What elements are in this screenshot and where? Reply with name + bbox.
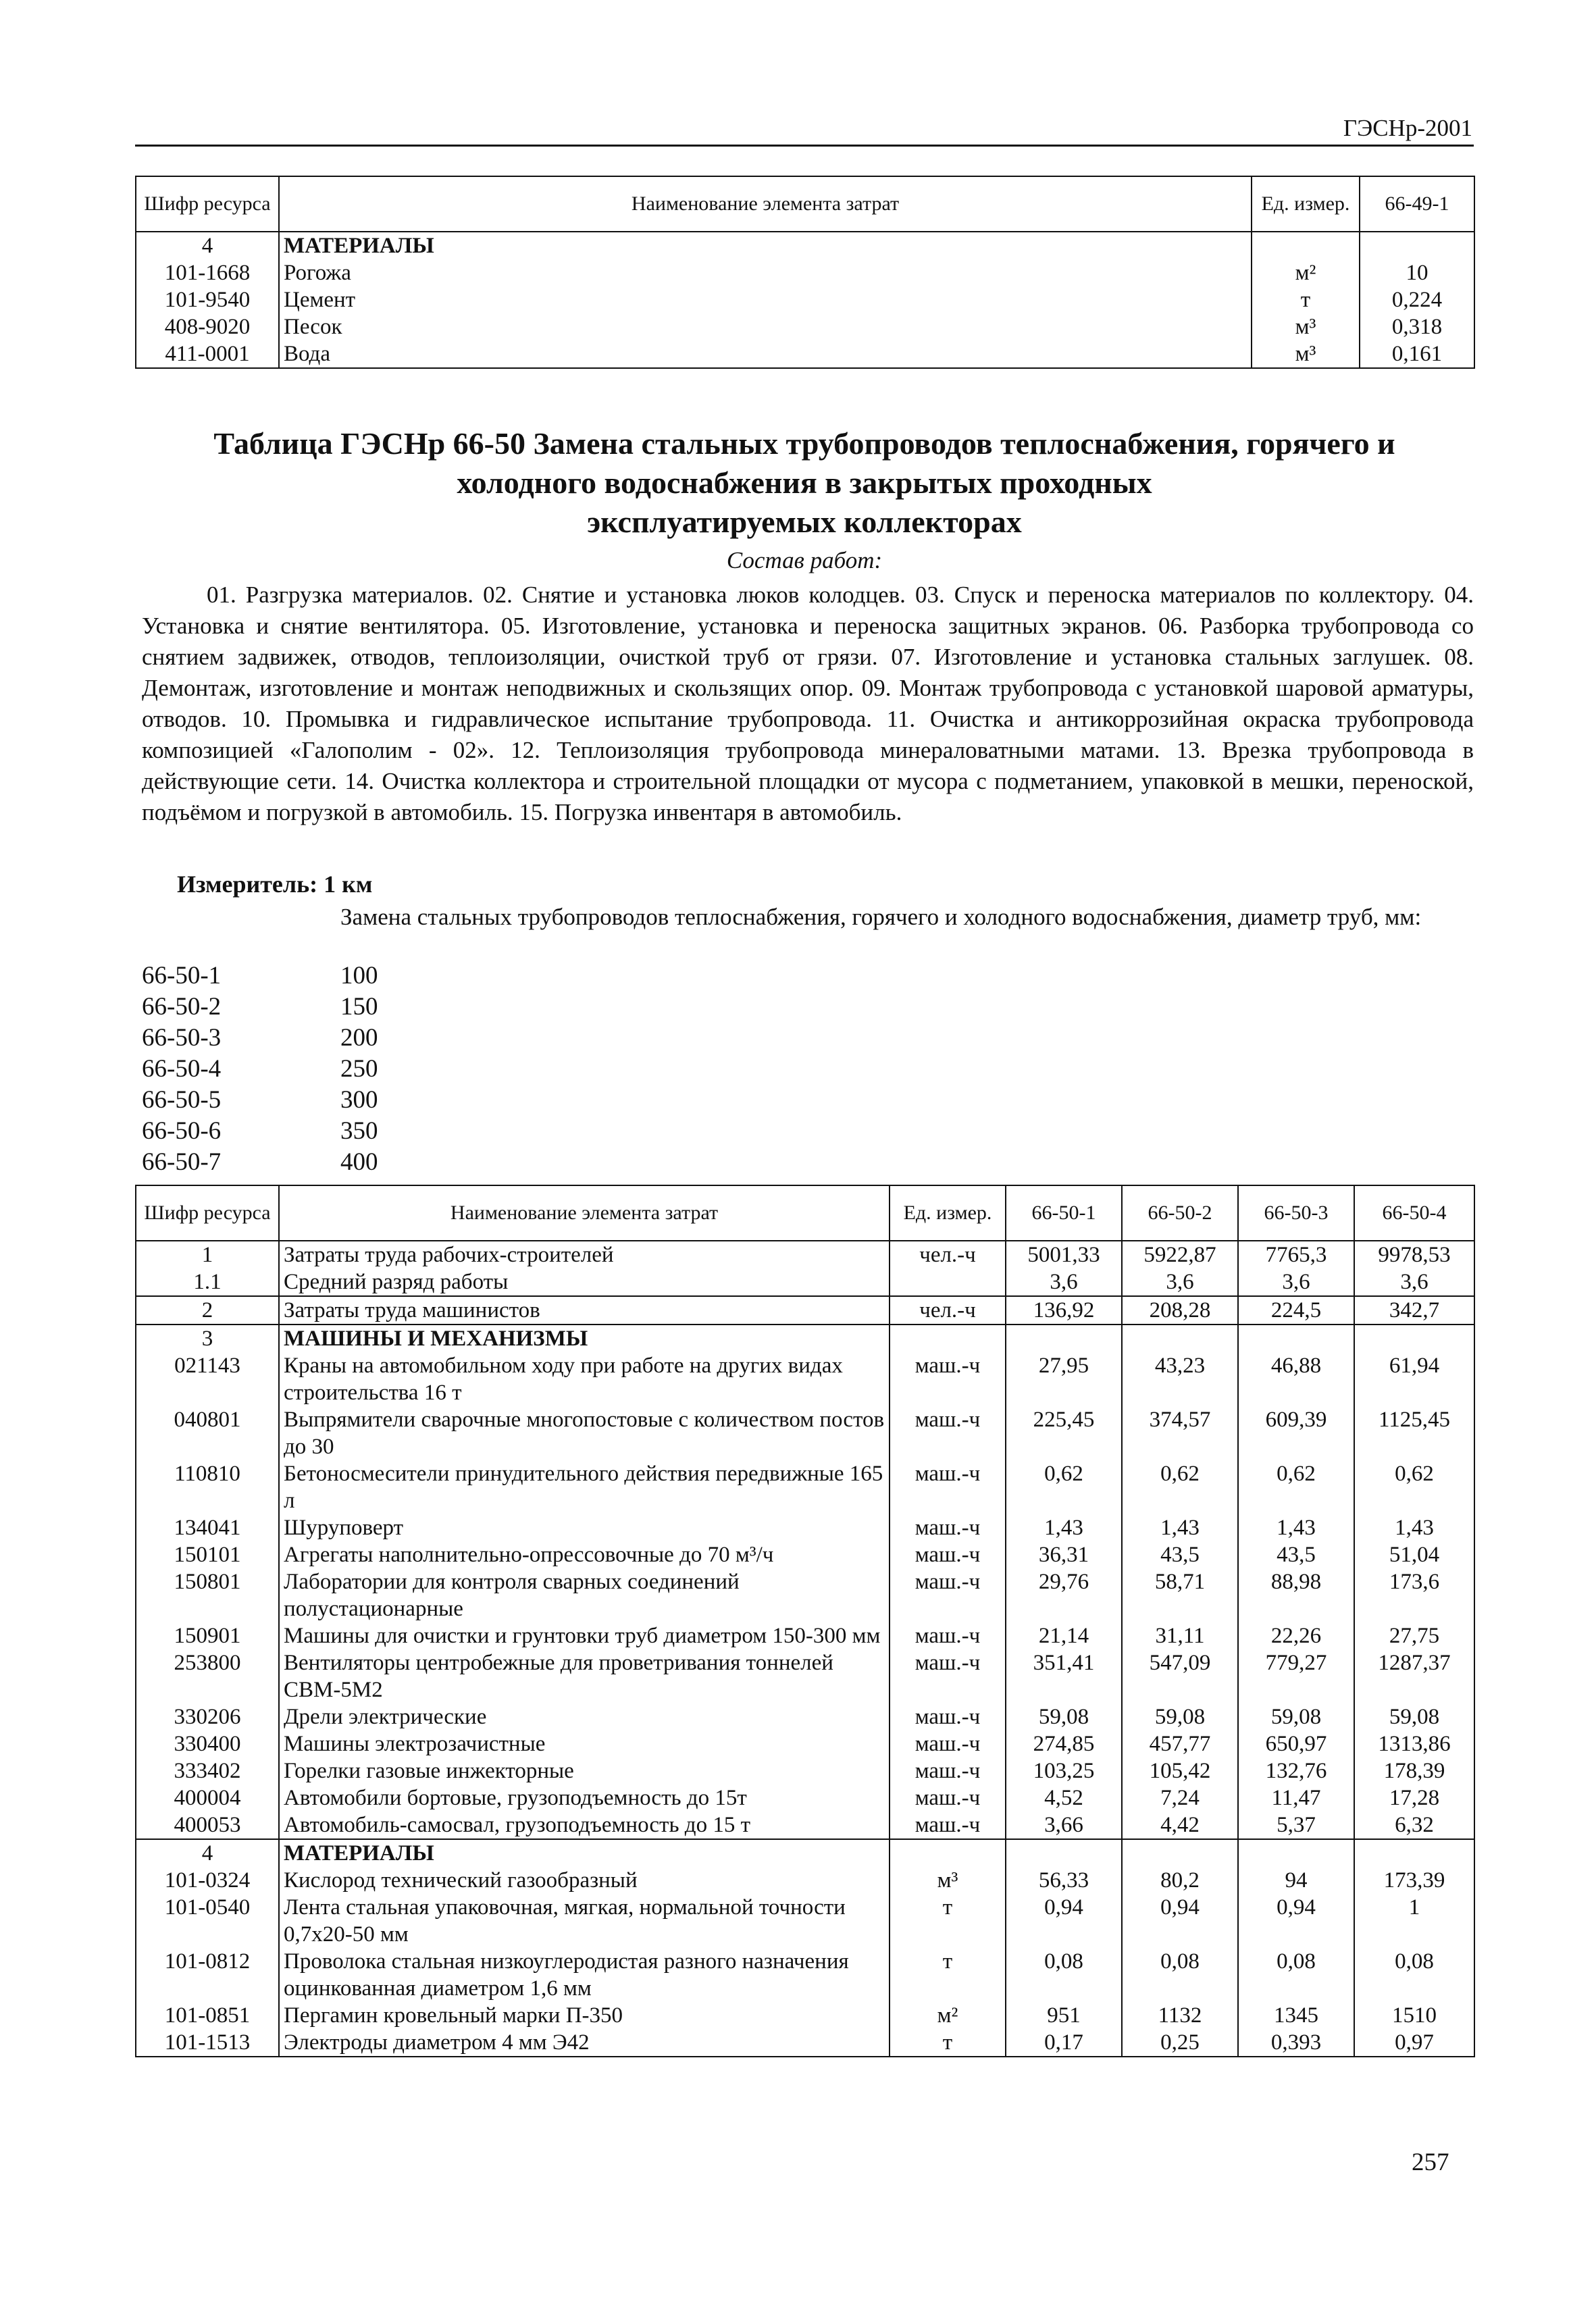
resource-name-text: Выпрямители сварочные многопостовые с количеством постов до 30 [284, 1408, 885, 1459]
value: 5,37 [1238, 1811, 1354, 1839]
resource-name-text: МАТЕРИАЛЫ [284, 1841, 434, 1866]
unit: т [1252, 286, 1360, 313]
code-entry [142, 1023, 378, 1054]
column-header: Наименование элемента затрат [279, 176, 1252, 232]
header-divider [135, 145, 1474, 147]
resource-name [279, 1839, 890, 1867]
value: 208,28 [1122, 1296, 1238, 1325]
value: 224,5 [1238, 1296, 1354, 1325]
resource-code: 400004 [174, 1786, 241, 1810]
unit: т [890, 1894, 1006, 1948]
table-row [136, 259, 1474, 286]
resource-name [279, 1757, 890, 1784]
table-header-row [136, 1185, 1474, 1241]
value: 0,62 [1354, 1460, 1474, 1514]
value: 58,71 [1122, 1568, 1238, 1622]
value: 0,08 [1122, 1948, 1238, 2002]
resource-name [279, 1406, 890, 1460]
column-header: Наименование элемента затрат [279, 1185, 890, 1241]
value: 1287,37 [1354, 1649, 1474, 1703]
resource-name-text: Кислород технический газообразный [284, 1868, 638, 1893]
value: 374,57 [1122, 1406, 1238, 1460]
resource-name-text: Бетоносмесители принудительного действия передвижные 165 л [284, 1462, 883, 1513]
table-row [136, 1352, 1474, 1406]
value: 3,6 [1122, 1268, 1238, 1296]
value: 1125,45 [1354, 1406, 1474, 1460]
value: 27,75 [1354, 1622, 1474, 1649]
unit: м³ [1252, 340, 1360, 368]
unit: м² [890, 2002, 1006, 2029]
resource-code: 4 [136, 1839, 279, 1867]
resource-code: 2 [136, 1296, 279, 1325]
resource-name [279, 1241, 890, 1268]
value: 951 [1006, 2002, 1122, 2029]
unit: т [890, 1948, 1006, 2002]
norm-code: 66-50-2 [142, 993, 222, 1021]
resource-name [279, 1649, 890, 1703]
resource-name [279, 340, 1252, 368]
resource-name-text: Песок [284, 315, 342, 339]
resource-name [279, 2029, 890, 2057]
value: 173,6 [1354, 1568, 1474, 1622]
resource-name-text: Проволока стальная низкоуглеродистая разного назначения оцинкованная диаметром 1,6 мм [284, 1949, 849, 2001]
value: 27,95 [1006, 1352, 1122, 1406]
table-row [136, 1406, 1474, 1460]
resource-code: 330400 [174, 1732, 241, 1756]
table-row [136, 286, 1474, 313]
table-row [136, 1894, 1474, 1948]
norm-code: 66-50-6 [142, 1117, 222, 1145]
unit [890, 1268, 1006, 1296]
resource-name [279, 1352, 890, 1406]
resource-name-text: МАТЕРИАЛЫ [284, 234, 434, 258]
resource-code: 253800 [174, 1651, 241, 1675]
resource-code: 101-9540 [164, 288, 251, 312]
table-row [136, 340, 1474, 368]
value: 7765,3 [1238, 1241, 1354, 1268]
unit [890, 1325, 1006, 1352]
value: 4,52 [1006, 1784, 1122, 1811]
table-row [136, 1541, 1474, 1568]
value: 1,43 [1122, 1514, 1238, 1541]
pipe-diameter: 350 [340, 1117, 378, 1145]
value [1006, 1325, 1122, 1352]
resource-name-text: Горелки газовые инжекторные [284, 1759, 574, 1783]
code-entry [142, 1054, 378, 1085]
title-line: холодного водоснабжения в закрытых проходных [457, 465, 1152, 500]
unit: чел.-ч [890, 1241, 1006, 1268]
document-code: ГЭСНр-2001 [1343, 115, 1472, 141]
resource-name [279, 1568, 890, 1622]
value: 80,2 [1122, 1867, 1238, 1894]
value: 1 [1354, 1894, 1474, 1948]
value: 650,97 [1238, 1730, 1354, 1757]
resource-name-text: Лента стальная упаковочная, мягкая, нормальной точности 0,7х20-50 мм [284, 1895, 846, 1947]
value: 59,08 [1238, 1703, 1354, 1730]
resource-code: 150101 [174, 1543, 241, 1567]
column-header: Шифр ресурса [136, 176, 279, 232]
resource-code: 333402 [174, 1759, 241, 1783]
value: 10 [1360, 259, 1474, 286]
resource-code: 101-0540 [164, 1895, 251, 1920]
pipe-diameter: 300 [340, 1086, 378, 1114]
table-title [135, 424, 1474, 542]
value: 94 [1238, 1867, 1354, 1894]
unit: маш.-ч [890, 1703, 1006, 1730]
value: 103,25 [1006, 1757, 1122, 1784]
resource-code: 4 [201, 234, 213, 258]
resource-name [279, 1514, 890, 1541]
table-row [136, 1296, 1474, 1325]
resource-code: 1 [201, 1243, 213, 1267]
composition-label: Состав работ: [726, 547, 883, 573]
value: 6,32 [1354, 1811, 1474, 1839]
resource-code: 400053 [174, 1813, 241, 1837]
table-row [136, 2002, 1474, 2029]
column-header: Шифр ресурса [136, 1185, 279, 1241]
value: 0,393 [1238, 2029, 1354, 2057]
resource-name [279, 232, 1252, 259]
resource-name [279, 1894, 890, 1948]
pipe-diameter: 200 [340, 1024, 378, 1052]
value: 225,45 [1006, 1406, 1122, 1460]
column-header: Ед. измер. [890, 1185, 1006, 1241]
unit: маш.-ч [890, 1460, 1006, 1514]
value: 0,97 [1354, 2029, 1474, 2057]
column-header: 66-50-3 [1238, 1185, 1354, 1241]
resource-name-text: Рогожа [284, 261, 351, 285]
pipe-diameter: 250 [340, 1055, 378, 1083]
value: 59,08 [1122, 1703, 1238, 1730]
resource-name-text: Агрегаты наполнительно-опрессовочные до 70 м³/ч [284, 1543, 774, 1567]
unit: маш.-ч [890, 1406, 1006, 1460]
table-row [136, 1867, 1474, 1894]
table-row [136, 2029, 1474, 2057]
table-row [136, 1649, 1474, 1703]
value: 7,24 [1122, 1784, 1238, 1811]
value: 1510 [1354, 2002, 1474, 2029]
value: 31,11 [1122, 1622, 1238, 1649]
unit: м³ [1252, 313, 1360, 340]
resource-code: 3 [136, 1325, 279, 1352]
resource-name-text: Затраты труда рабочих-строителей [284, 1243, 614, 1267]
value: 1132 [1122, 2002, 1238, 2029]
code-entry [142, 1116, 378, 1147]
value: 1,43 [1354, 1514, 1474, 1541]
value: 61,94 [1354, 1352, 1474, 1406]
unit: маш.-ч [890, 1541, 1006, 1568]
resource-name-text: Лаборатории для контроля сварных соединений полустационарные [284, 1570, 740, 1621]
norm-code: 66-50-4 [142, 1055, 222, 1083]
resource-name-text: Краны на автомобильном ходу при работе на других видах строительства 16 т [284, 1354, 843, 1405]
unit: маш.-ч [890, 1811, 1006, 1839]
unit: чел.-ч [890, 1296, 1006, 1325]
unit: маш.-ч [890, 1622, 1006, 1649]
value: 1345 [1238, 2002, 1354, 2029]
resource-name [279, 1867, 890, 1894]
value: 22,26 [1238, 1622, 1354, 1649]
table-row [136, 1460, 1474, 1514]
resource-table-66-49-1 [135, 176, 1475, 369]
value: 1,43 [1238, 1514, 1354, 1541]
value: 51,04 [1354, 1541, 1474, 1568]
table-row [136, 1241, 1474, 1268]
works-description: 01. Разгрузка материалов. 02. Снятие и установка люков колодцев. 03. Спуск и переноска материалов по коллектору. 04. Установка и снятие вентилятора. 05. Изготовление, установка и переноска защитных экранов. 06. Разборка трубопровода со снятием задвижек, отводов, теплоизоляции, очисткой труб от грязи. 07. Изготовление и установка стальных заглушек. 08. Демонтаж, изготовление и монтаж неподвижных и скользящих опор. 09. Монтаж трубопровода с установкой шаровой арматуры, отводов. 10. Промывка и гидравлическое испытание трубопровода. 11. Очистка и антикоррозийная окраска трубопровода композицией «Галополим - 02». 12. Теплоизоляция трубопровода минераловатными матами. 13. Врезка трубопровода в действующие сети. 14. Очистка коллектора и строительной площадки от мусора с подметанием, упаковкой в мешки, переноской, подъёмом и погрузкой в автомобиль. 15. Погрузка инвентаря в автомобиль. [142, 582, 1474, 825]
table-row [136, 1268, 1474, 1296]
value: 0,318 [1360, 313, 1474, 340]
value: 457,77 [1122, 1730, 1238, 1757]
table-row [136, 1703, 1474, 1730]
title-line: Таблица ГЭСНр 66-50 Замена стальных трубопроводов теплоснабжения, горячего и [213, 426, 1395, 461]
pipe-diameter: 100 [340, 962, 378, 989]
unit: маш.-ч [890, 1730, 1006, 1757]
value: 136,92 [1006, 1296, 1122, 1325]
value [1122, 1325, 1238, 1352]
resource-name [279, 286, 1252, 313]
code-entry [142, 992, 378, 1023]
resource-name-text: Пергамин кровельный марки П-350 [284, 2003, 623, 2028]
value: 105,42 [1122, 1757, 1238, 1784]
value: 43,5 [1238, 1541, 1354, 1568]
value: 29,76 [1006, 1568, 1122, 1622]
value: 59,08 [1354, 1703, 1474, 1730]
table-row [136, 1784, 1474, 1811]
resource-code: 408-9020 [164, 315, 251, 339]
value: 4,42 [1122, 1811, 1238, 1839]
unit: м² [1252, 259, 1360, 286]
value: 779,27 [1238, 1649, 1354, 1703]
value: 36,31 [1006, 1541, 1122, 1568]
meter-label: Измеритель: 1 км [177, 871, 373, 898]
value: 274,85 [1006, 1730, 1122, 1757]
code-list [142, 960, 378, 1178]
table-row [136, 1811, 1474, 1839]
column-header: Ед. измер. [1252, 176, 1360, 232]
resource-table-66-50 [135, 1185, 1475, 2057]
value: 132,76 [1238, 1757, 1354, 1784]
resource-code: 150901 [174, 1624, 241, 1648]
norm-code: 66-50-1 [142, 962, 222, 989]
table-row [136, 1839, 1474, 1867]
unit [1252, 232, 1360, 259]
value: 17,28 [1354, 1784, 1474, 1811]
value: 59,08 [1006, 1703, 1122, 1730]
resource-name-text: Цемент [284, 288, 356, 312]
norm-code: 66-50-5 [142, 1086, 222, 1114]
value: 351,41 [1006, 1649, 1122, 1703]
value: 3,6 [1238, 1268, 1354, 1296]
value: 0,94 [1122, 1894, 1238, 1948]
unit: маш.-ч [890, 1649, 1006, 1703]
resource-name [279, 259, 1252, 286]
resource-name [279, 1948, 890, 2002]
resource-name-text: Автомобили бортовые, грузоподъемность до 15т [284, 1786, 747, 1810]
value [1006, 1839, 1122, 1867]
resource-name [279, 1460, 890, 1514]
column-header: 66-49-1 [1360, 176, 1474, 232]
value: 0,62 [1006, 1460, 1122, 1514]
table-row [136, 1514, 1474, 1541]
resource-name [279, 1703, 890, 1730]
pipe-diameter: 150 [340, 993, 378, 1021]
value: 0,62 [1238, 1460, 1354, 1514]
value: 0,08 [1354, 1948, 1474, 2002]
value: 1,43 [1006, 1514, 1122, 1541]
unit: маш.-ч [890, 1757, 1006, 1784]
resource-code: 134041 [174, 1516, 241, 1540]
resource-code: 150801 [174, 1570, 241, 1594]
resource-name [279, 1784, 890, 1811]
value: 0,25 [1122, 2029, 1238, 2057]
value: 3,66 [1006, 1811, 1122, 1839]
value [1354, 1325, 1474, 1352]
table-row [136, 1757, 1474, 1784]
pipe-diameter: 400 [340, 1148, 378, 1176]
unit: т [890, 2029, 1006, 2057]
resource-name-text: Машины электрозачистные [284, 1732, 546, 1756]
resource-code: 040801 [174, 1408, 241, 1432]
resource-name [279, 1811, 890, 1839]
value: 0,161 [1360, 340, 1474, 368]
norm-code: 66-50-7 [142, 1148, 222, 1176]
resource-name [279, 1325, 890, 1352]
value: 3,6 [1354, 1268, 1474, 1296]
resource-code: 1.1 [193, 1270, 222, 1294]
resource-name-text: Машины для очистки и грунтовки труб диаметром 150-300 мм [284, 1624, 881, 1648]
value: 5001,33 [1006, 1241, 1122, 1268]
value [1238, 1839, 1354, 1867]
resource-name-text: МАШИНЫ И МЕХАНИЗМЫ [284, 1327, 588, 1351]
resource-code: 101-0812 [164, 1949, 251, 1974]
resource-name-text: Средний разряд работы [284, 1270, 509, 1294]
resource-name-text: Автомобиль-самосвал, грузоподъемность до 15 т [284, 1813, 750, 1837]
resource-code: 101-1513 [164, 2030, 251, 2055]
value: 56,33 [1006, 1867, 1122, 1894]
resource-code: 330206 [174, 1705, 241, 1729]
column-header: 66-50-4 [1354, 1185, 1474, 1241]
resource-name [279, 1268, 890, 1296]
value [1122, 1839, 1238, 1867]
table-row [136, 1948, 1474, 2002]
code-entry [142, 960, 378, 992]
value [1238, 1325, 1354, 1352]
unit: маш.-ч [890, 1568, 1006, 1622]
resource-name [279, 1730, 890, 1757]
resource-code: 101-0324 [164, 1868, 251, 1893]
unit: маш.-ч [890, 1352, 1006, 1406]
column-header: 66-50-2 [1122, 1185, 1238, 1241]
unit [890, 1839, 1006, 1867]
resource-code: 411-0001 [165, 342, 250, 366]
table-row [136, 1622, 1474, 1649]
code-entry [142, 1085, 378, 1116]
table-row [136, 1730, 1474, 1757]
table-row [136, 313, 1474, 340]
value: 547,09 [1122, 1649, 1238, 1703]
resource-name-text: Дрели электрические [284, 1705, 487, 1729]
value: 0,94 [1238, 1894, 1354, 1948]
value: 11,47 [1238, 1784, 1354, 1811]
value: 9978,53 [1354, 1241, 1474, 1268]
resource-name [279, 1296, 890, 1325]
value [1354, 1839, 1474, 1867]
resource-name-text: Затраты труда машинистов [284, 1298, 540, 1322]
pipe-description: Замена стальных трубопроводов теплоснабжения, горячего и холодного водоснабжения, диаметр труб, мм: [340, 904, 1422, 930]
value: 21,14 [1006, 1622, 1122, 1649]
page-number: 257 [1412, 2149, 1449, 2176]
value: 173,39 [1354, 1867, 1474, 1894]
value: 5922,87 [1122, 1241, 1238, 1268]
resource-name-text: Электроды диаметром 4 мм Э42 [284, 2030, 590, 2055]
resource-name-text: Вентиляторы центробежные для проветривания тоннелей СВМ-5М2 [284, 1651, 833, 1702]
resource-name [279, 313, 1252, 340]
value: 88,98 [1238, 1568, 1354, 1622]
table-row [136, 1325, 1474, 1352]
table-row [136, 1568, 1474, 1622]
value: 43,5 [1122, 1541, 1238, 1568]
value: 3,6 [1006, 1268, 1122, 1296]
resource-name [279, 1622, 890, 1649]
norm-code: 66-50-3 [142, 1024, 222, 1052]
resource-code: 101-1668 [164, 261, 251, 285]
code-entry [142, 1147, 378, 1178]
unit: маш.-ч [890, 1784, 1006, 1811]
value: 609,39 [1238, 1406, 1354, 1460]
value: 0,08 [1238, 1948, 1354, 2002]
value: 0,224 [1360, 286, 1474, 313]
value: 0,94 [1006, 1894, 1122, 1948]
resource-name-text: Шуруповерт [284, 1516, 404, 1540]
resource-code: 101-0851 [164, 2003, 251, 2028]
title-line: эксплуатируемых коллекторах [587, 505, 1022, 539]
value: 43,23 [1122, 1352, 1238, 1406]
value: 0,08 [1006, 1948, 1122, 2002]
table-header-row [136, 176, 1474, 232]
column-header: 66-50-1 [1006, 1185, 1122, 1241]
value: 46,88 [1238, 1352, 1354, 1406]
value: 178,39 [1354, 1757, 1474, 1784]
value: 1313,86 [1354, 1730, 1474, 1757]
unit: м³ [890, 1867, 1006, 1894]
resource-code: 021143 [174, 1354, 240, 1378]
value: 0,17 [1006, 2029, 1122, 2057]
resource-code: 110810 [174, 1462, 240, 1486]
unit: маш.-ч [890, 1514, 1006, 1541]
resource-name-text: Вода [284, 342, 330, 366]
value: 0,62 [1122, 1460, 1238, 1514]
value [1360, 232, 1474, 259]
value: 342,7 [1354, 1296, 1474, 1325]
table-row [136, 232, 1474, 259]
resource-name [279, 1541, 890, 1568]
resource-name [279, 2002, 890, 2029]
